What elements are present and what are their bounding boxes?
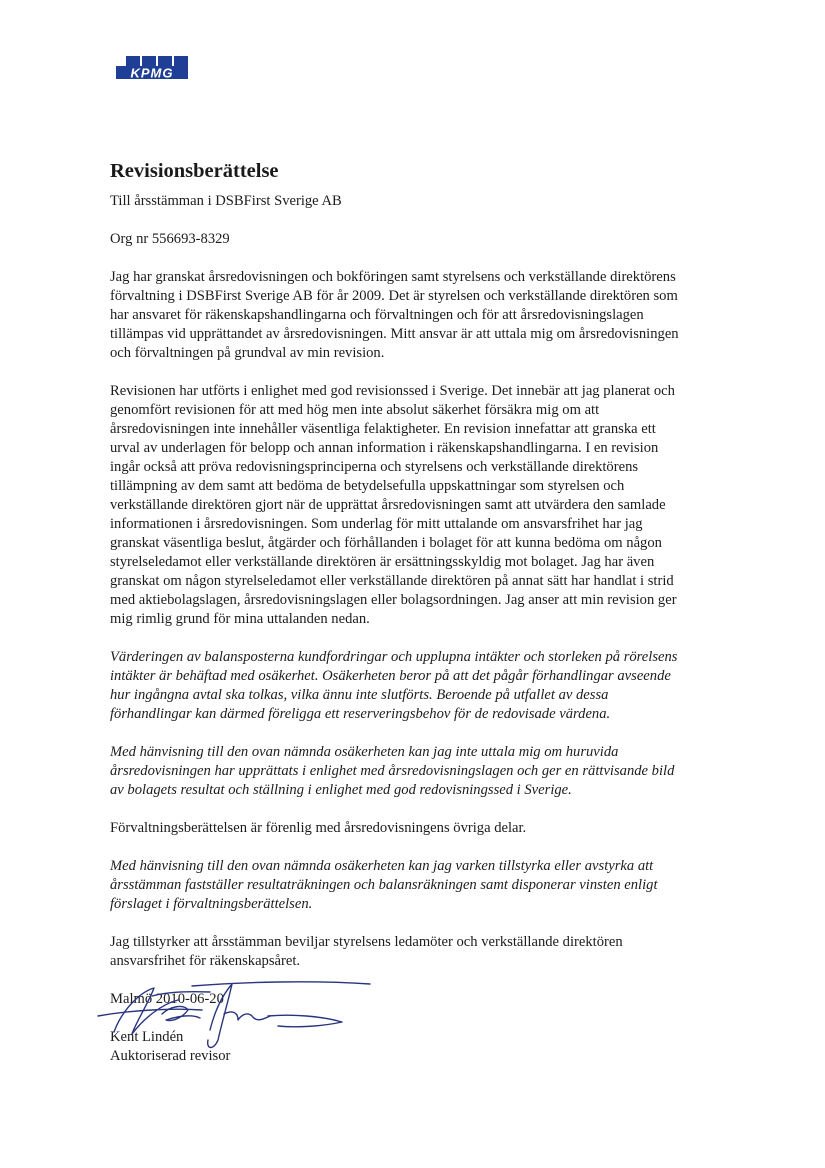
text-line: årsredovisningen inte innehåller väsentliga felaktigheter. En revision innefattar att granska ett xyxy=(110,421,656,437)
text-line: granskat väsentliga beslut, åtgärder och förhållanden i bolaget för att kunna bedöma om någon xyxy=(110,535,662,551)
document-body xyxy=(110,160,720,1085)
text-line: tillämpas vid upprättandet av årsredovisningen. Mitt ansvar är att uttala mig om årsredovisningen xyxy=(110,326,679,342)
text-line: av bolagets resultat och ställning i enlighet med god redovisningssed i Sverige. xyxy=(110,782,572,798)
logo-box-4 xyxy=(174,56,188,66)
logo-box-2 xyxy=(142,56,156,66)
text-line: Värderingen av balansposterna kundfordringar och upplupna intäkter och storleken på rörelsens xyxy=(110,649,678,665)
text-line: årsstämman fastställer resultaträkningen och balansräkningen samt disponerar vinsten enligt xyxy=(110,877,658,893)
place-date: Malmö 2010-06-20 xyxy=(110,991,224,1007)
signer-name: Kent Lindén xyxy=(110,1029,184,1045)
text-line: urval av underlagen för belopp och annan information i räkenskapshandlingarna. I en revision xyxy=(110,440,659,456)
text-line: genomfört revisionen för att med hög men inte absolut säkerhet försäkra mig om att xyxy=(110,402,600,418)
text-line: har ansvaret för räkenskapshandlingarna och förvaltningen och för att årsredovisningslagen xyxy=(110,307,644,323)
text-line: mig rimlig grund för mina uttalanden nedan. xyxy=(110,611,370,627)
text-line: förhandlingar kan därmed föreligga ett reserveringsbehov för de redovisade värdena. xyxy=(110,706,611,722)
text-line: årsredovisningen har upprättats i enlighet med årsredovisningslagen och ger en rättvisande bild xyxy=(110,763,675,779)
text-line: hur ingångna avtal ska tolkas, vilka ännu inte slutförts. Beroende på utfallet av dessa xyxy=(110,687,609,703)
kpmg-logo xyxy=(116,56,188,79)
paragraph-disclaimer xyxy=(110,743,720,800)
text-line: Jag tillstyrker att årsstämman beviljar styrelsens ledamöter och verkställande direktören xyxy=(110,934,623,950)
text-line: intäkter är behäftad med osäkerhet. Osäkerheten beror på att det pågår förhandlingar avseende xyxy=(110,668,671,684)
text-line: ansvarsfrihet för räkenskapsåret. xyxy=(110,953,301,969)
paragraph-management-report xyxy=(110,819,720,838)
text-line: styrelseledamot eller verkställande direktören är ersättningsskyldig mot bolaget. Jag har även xyxy=(110,554,655,570)
signer-role: Auktoriserad revisor xyxy=(110,1048,231,1064)
logo-box-1 xyxy=(126,56,140,66)
logo-box-3 xyxy=(158,56,172,66)
text-line: och förvaltningen på grundval av min revision. xyxy=(110,345,385,361)
document-title: Revisionsberättelse xyxy=(110,160,279,182)
text-line: granskat om någon styrelseledamot eller verkställande direktören på annat sätt har handlat i strid xyxy=(110,573,674,589)
text-line: tillämpning av dem samt att bedöma de betydelsefulla uppskattningar som styrelsen och xyxy=(110,478,625,494)
text-line: Med hänvisning till den ovan nämnda osäkerheten kan jag varken tillstyrka eller avstyrka att xyxy=(110,858,654,874)
addressee: Till årsstämman i DSBFirst Sverige AB xyxy=(110,193,342,209)
paragraph-scope xyxy=(110,268,720,363)
text-line: Jag har granskat årsredovisningen och bokföringen samt styrelsens och verkställande direktörens xyxy=(110,269,676,285)
text-line: förvaltning i DSBFirst Sverige AB för år 2009. Det är styrelsen och verkställande direktören som xyxy=(110,288,678,304)
paragraph-adoption xyxy=(110,857,720,914)
org-number: Org nr 556693-8329 xyxy=(110,231,230,247)
paragraph-uncertainty xyxy=(110,648,720,724)
signature-block xyxy=(110,990,720,1085)
text-line: förslaget i förvaltningsberättelsen. xyxy=(110,896,313,912)
logo-text: KPMG xyxy=(130,65,174,79)
handwritten-signature xyxy=(92,970,372,1052)
text-line: verkställande direktören gjort när de upprättat årsredovisningen samt att utvärdera den samlade xyxy=(110,497,666,513)
text-line: informationen i årsredovisningen. Som underlag för mitt uttalande om ansvarsfrihet har jag xyxy=(110,516,643,532)
text-line: med aktiebolagslagen, årsredovisningslagen eller bolagsordningen. Jag anser att min revision ger xyxy=(110,592,677,608)
text-line: Revisionen har utförts i enlighet med god revisionssed i Sverige. Det innebär att jag planerat och xyxy=(110,383,675,399)
text-line: ingår också att pröva redovisningsprinciperna och styrelsens och verkställande direktörens xyxy=(110,459,639,475)
paragraph-audit-method xyxy=(110,382,720,629)
text-line: Med hänvisning till den ovan nämnda osäkerheten kan jag inte uttala mig om huruvida xyxy=(110,744,619,760)
text-line: Förvaltningsberättelsen är förenlig med årsredovisningens övriga delar. xyxy=(110,820,527,836)
paragraph-discharge xyxy=(110,933,720,971)
